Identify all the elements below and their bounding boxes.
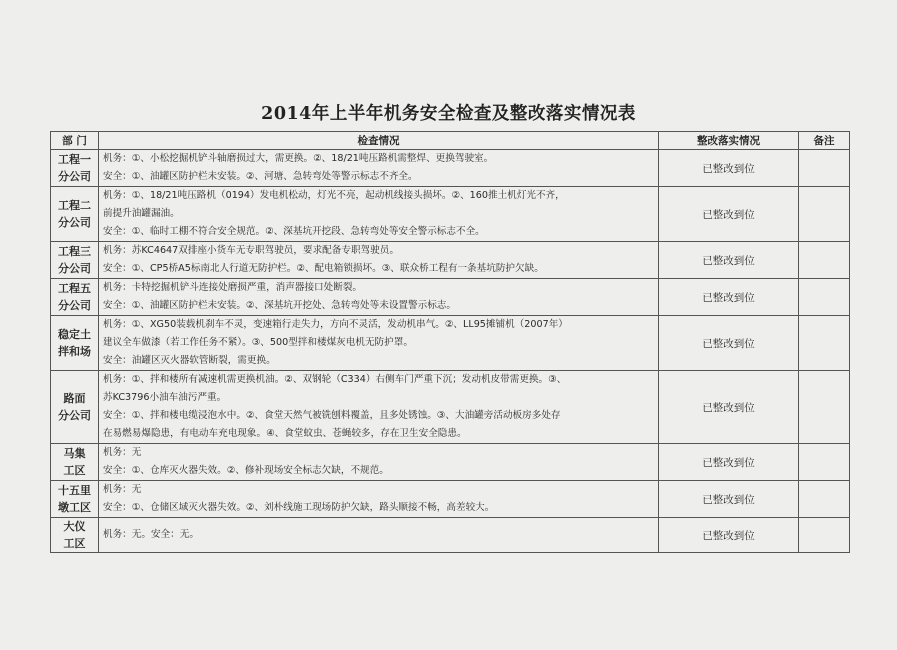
dept-name-line: 工区 (63, 464, 86, 477)
inspection-cell (99, 444, 659, 481)
dept-name-line: 分公司 (58, 409, 91, 422)
inspection-line: 机务：①、18/21吨压路机（0194）发电机松动，灯光不亮，起动机线接头损坏。②、160推土机灯光不齐， (103, 190, 565, 201)
note-cell (799, 518, 850, 553)
inspection-line: 机务：①、小松挖掘机铲斗轴磨损过大，需更换。②、18/21吨压路机需整焊、更换驾驶室。 (103, 153, 494, 164)
dept-name-line: 稳定土 (58, 328, 91, 341)
note-cell (799, 371, 850, 444)
note-cell (799, 242, 850, 279)
rectification-status: 已整改到位 (659, 371, 799, 444)
dept-name-line: 工程一 (58, 153, 91, 166)
table-row (51, 444, 850, 481)
header-dept: 部 门 (51, 132, 99, 150)
table-row (51, 371, 850, 444)
dept-cell (51, 150, 99, 187)
dept-cell (51, 481, 99, 518)
inspection-line: 机务：无 (103, 447, 142, 458)
rectification-status: 已整改到位 (659, 316, 799, 371)
inspection-cell (99, 242, 659, 279)
dept-name-line: 工程五 (58, 282, 91, 295)
inspection-line: 安全：①、拌和楼电缆浸泡水中。②、食堂天然气被铣刨料覆盖，且多处锈蚀。③、大油罐旁活动板房多处存 (103, 410, 561, 421)
dept-name-line: 墩工区 (58, 501, 91, 514)
dept-name-line: 分公司 (58, 216, 91, 229)
note-cell (799, 444, 850, 481)
dept-name-line: 马集 (63, 447, 86, 460)
inspection-line: 安全：①、临时工棚不符合安全规范。②、深基坑开挖段、急转弯处等安全警示标志不全。 (103, 226, 485, 237)
inspection-cell (99, 481, 659, 518)
dept-name-line: 工程二 (58, 199, 91, 212)
dept-name-line: 工程三 (58, 245, 91, 258)
dept-cell (51, 371, 99, 444)
rectification-status: 已整改到位 (659, 187, 799, 242)
rectification-status: 已整改到位 (659, 444, 799, 481)
note-cell (799, 316, 850, 371)
rectification-status: 已整改到位 (659, 518, 799, 553)
header-inspection: 检查情况 (99, 132, 659, 150)
inspection-cell (99, 187, 659, 242)
page-title: 2014年上半年机务安全检查及整改落实情况表 (261, 104, 636, 124)
dept-name-line: 拌和场 (58, 345, 91, 358)
note-cell (799, 481, 850, 518)
note-cell (799, 279, 850, 316)
dept-name-line: 工区 (63, 537, 86, 550)
rectification-status: 已整改到位 (659, 242, 799, 279)
inspection-cell (99, 371, 659, 444)
header-note: 备注 (799, 132, 850, 150)
rectification-status: 已整改到位 (659, 150, 799, 187)
dept-name-line: 大仪 (63, 520, 86, 533)
inspection-line: 机务：苏KC4647双排座小货车无专职驾驶员，要求配备专职驾驶员。 (103, 245, 399, 256)
inspection-line: 苏KC3796小油车油污严重。 (103, 392, 227, 403)
note-cell (799, 150, 850, 187)
table-row (51, 518, 850, 553)
dept-name-line: 分公司 (58, 170, 91, 183)
dept-cell (51, 187, 99, 242)
inspection-line: 机务：卡特挖掘机铲斗连接处磨损严重，消声器接口处断裂。 (103, 282, 363, 293)
inspection-line: 机务：无 (103, 484, 142, 495)
inspection-table (50, 131, 850, 553)
table-row (51, 316, 850, 371)
inspection-cell (99, 316, 659, 371)
rectification-status: 已整改到位 (659, 279, 799, 316)
dept-cell (51, 316, 99, 371)
dept-cell (51, 279, 99, 316)
dept-name-line: 分公司 (58, 262, 91, 275)
inspection-line: 前提升油罐漏油。 (103, 208, 180, 219)
rectification-status: 已整改到位 (659, 481, 799, 518)
dept-name-line: 分公司 (58, 299, 91, 312)
dept-cell (51, 242, 99, 279)
dept-cell (51, 444, 99, 481)
dept-name-line: 路面 (63, 392, 86, 405)
table-row (51, 279, 850, 316)
dept-cell (51, 518, 99, 553)
inspection-line: 建议全车做漆（若工作任务不紧）。③、500型拌和楼煤灰电机无防护罩。 (103, 337, 413, 348)
table-row (51, 150, 850, 187)
table-row (51, 187, 850, 242)
inspection-line: 机务：无。安全：无。 (103, 529, 199, 540)
note-cell (799, 187, 850, 242)
table-row (51, 481, 850, 518)
inspection-line: 安全：油罐区灭火器软管断裂，需更换。 (103, 355, 276, 366)
inspection-line: 安全：①、CP5桥A5标南北人行道无防护栏。②、配电箱锁损坏。③、联众桥工程有一条基坑防护欠缺。 (103, 263, 544, 274)
table-header-row (51, 132, 850, 150)
inspection-line: 机务：①、XG50装载机刹车不灵，变速箱行走失力，方向不灵活，发动机串气。②、LL95摊铺机（2007年） (103, 319, 568, 330)
inspection-line: 机务：①、拌和楼所有减速机需更换机油。②、双钢轮（C334）右侧车门严重下沉；发动机皮带需更换。③、 (103, 374, 567, 385)
inspection-line: 在易燃易爆隐患，有电动车充电现象。④、食堂蚊虫、苍蝇较多，存在卫生安全隐患。 (103, 428, 467, 439)
inspection-cell (99, 518, 659, 553)
header-rectification: 整改落实情况 (659, 132, 799, 150)
inspection-cell (99, 150, 659, 187)
inspection-cell (99, 279, 659, 316)
inspection-line: 安全：①、仓库灭火器失效。②、修补现场安全标志欠缺，不规范。 (103, 465, 389, 476)
inspection-line: 安全：①、仓储区域灭火器失效。②、刘朴线施工现场防护欠缺，路头顺接不畅，高差较大。 (103, 502, 495, 513)
inspection-line: 安全：①、油罐区防护栏未安装。②、深基坑开挖处、急转弯处等未设置警示标志。 (103, 300, 456, 311)
table-row (51, 242, 850, 279)
inspection-line: 安全：①、油罐区防护栏未安装。②、河塘、急转弯处等警示标志不齐全。 (103, 171, 418, 182)
dept-name-line: 十五里 (58, 484, 91, 497)
